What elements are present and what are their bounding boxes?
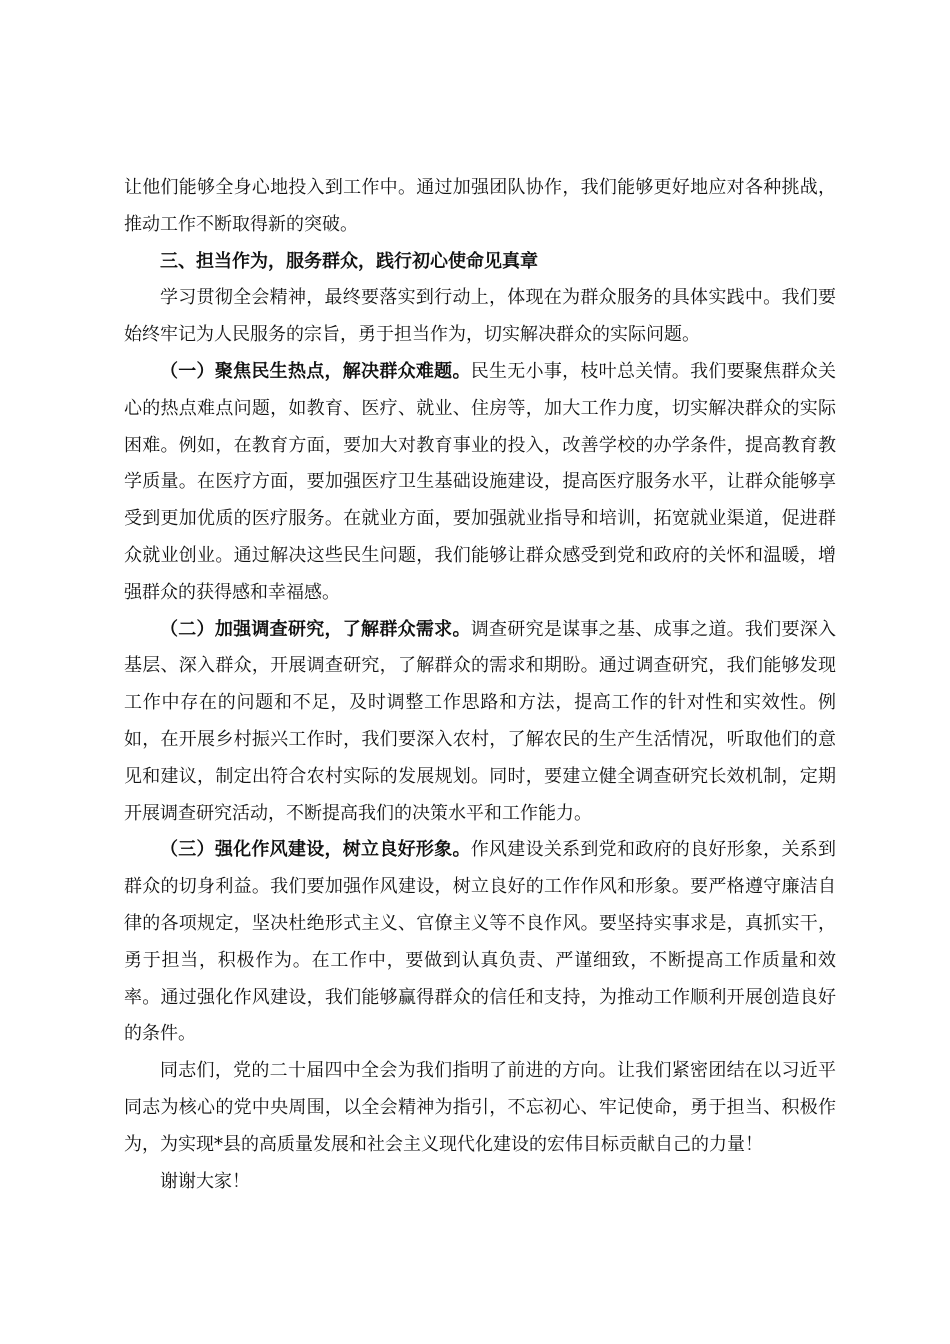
subsection-3-paragraph	[124, 832, 836, 1053]
subsection-2-paragraph	[124, 612, 836, 833]
paragraph-continued: 让他们能够全身心地投入到工作中。通过加强团队协作，我们能够更好地应对各种挑战，推动工作不断取得新的突破。	[124, 177, 836, 235]
closing-paragraph: 同志们，党的二十届四中全会为我们指明了前进的方向。让我们紧密团结在以习近平同志为核心的党中央周围，以全会精神为指引，不忘初心、牢记使命，勇于担当、积极作为，为实现*县的高质量发展和社会主义现代化建设的宏伟目标贡献自己的力量！	[124, 1060, 836, 1155]
thanks-line: 谢谢大家！	[160, 1170, 250, 1192]
subsection-2-body: 调查研究是谋事之基、成事之道。我们要深入基层、深入群众，开展调查研究，了解群众的需求和期盼。通过调查研究，我们能够发现工作中存在的问题和不足，及时调整工作思路和方法，提高工作的针对性和实效性。例如，在开展乡村振兴工作时，我们要深入农村，了解农民的生产生活情况，听取他们的意见和建议，制定出符合农村实际的发展规划。同时，要建立健全调查研究长效机制，定期开展调查研究活动，不断提高我们的决策水平和工作能力。	[124, 618, 837, 824]
subsection-1-lead: （一）聚焦民生热点，解决群众难题。	[160, 360, 471, 382]
subsection-1-paragraph	[124, 354, 836, 612]
subsection-3-lead: （三）强化作风建设，树立良好形象。	[160, 839, 471, 861]
section-heading: 三、担当作为，服务群众，践行初心使命见真章	[160, 250, 538, 272]
document-body	[124, 170, 836, 1200]
subsection-1-body: 民生无小事，枝叶总关情。我们要聚焦群众关心的热点难点问题，如教育、医疗、就业、住房等，加大工作力度，切实解决群众的实际困难。例如，在教育方面，要加大对教育事业的投入，改善学校的办学条件，提高教育教学质量。在医疗方面，要加强医疗卫生基础设施建设，提高医疗服务水平，让群众能够享受到更加优质的医疗服务。在就业方面，要加强就业指导和培训，拓宽就业渠道，促进群众就业创业。通过解决这些民生问题，我们能够让群众感受到党和政府的关怀和温暖，增强群众的获得感和幸福感。	[124, 360, 837, 603]
subsection-2-lead: （二）加强调查研究，了解群众需求。	[160, 618, 471, 640]
section-intro-paragraph: 学习贯彻全会精神，最终要落实到行动上，体现在为群众服务的具体实践中。我们要始终牢记为人民服务的宗旨，勇于担当作为，切实解决群众的实际问题。	[124, 287, 836, 346]
subsection-3-body: 作风建设关系到党和政府的良好形象，关系到群众的切身利益。我们要加强作风建设，树立良好的工作作风和形象。要严格遵守廉洁自律的各项规定，坚决杜绝形式主义、官僚主义等不良作风。要坚持实事求是，真抓实干，勇于担当，积极作为。在工作中，要做到认真负责、严谨细致，不断提高工作质量和效率。通过强化作风建设，我们能够赢得群众的信任和支持，为推动工作顺利开展创造良好的条件。	[124, 839, 837, 1045]
